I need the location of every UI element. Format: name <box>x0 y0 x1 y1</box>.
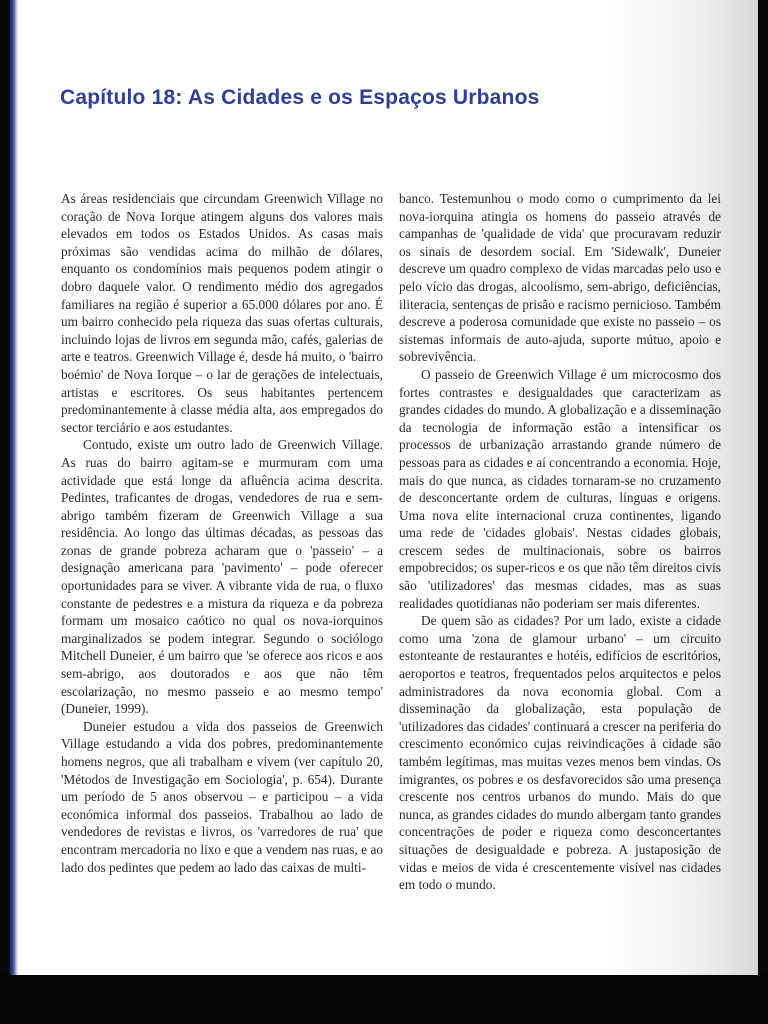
paragraph: O passeio de Greenwich Village é um microcosmo dos fortes contrastes e desigualdades que caracterizam as grandes cidades do mundo. A globalização e a disseminação da tecnologia de informação estão a intensificar os processos de urbanização arrastando grande número de pessoas para as cidades e aí concentrando a economia. Hoje, mais do que nunca, as cidades tornaram-se no cruzamento de desconcertante ordem de culturas, línguas e origens. Uma nova elite internacional cruza continentes, ligando uma rede de 'cidades globais'. Nestas cidades globais, crescem sedes de multinacionais, sobre os bairros empobrecidos; os super-ricos e os que não têm direitos civis são 'utilizadores' das mesmas cidades, mas as suas realidades quotidianas não poderiam ser mais diferentes. <box>399 366 721 611</box>
paragraph: De quem são as cidades? Por um lado, existe a cidade como uma 'zona de glamour urbano' – um circuito estonteante de restaurantes e hotéis, edifícios de escritórios, aeroportos e teatros, frequentados pelos arquitectos e pelos administradores da nova economia global. Com a disseminação da globalização, esta população de 'utilizadores das cidades' continuará a crescer na periferia do crescimento económico cujas reivindicações à cidade são também legítimas, mas muitas vezes menos bem vindas. Os imigrantes, os pobres e os desfavorecidos são uma presença crescente nos centros urbanos do mundo. Mais do que nunca, as grandes cidades do mundo albergam tanto grandes concentrações de poder e riqueza como desconcertantes situações de desigualdade e pobreza. A justaposição de vidas e meios de vida é crescentemente visível nas cidades em todo o mundo. <box>399 613 721 893</box>
scan-bottom-shadow <box>0 975 768 1024</box>
paragraph: As áreas residenciais que circundam Greenwich Village no coração de Nova Iorque atingem alguns dos valores mais elevados em todos os Estados Unidos. As casas mais próximas são vendidas acima do milhão de dólares, enquanto os condomínios mais pequenos podem atingir o dobro daquele valor. O rendimento médio dos agregados familiares na região é superior a 65.000 dólares por ano. É um bairro conhecido pela riqueza das suas ofertas culturais, incluindo lojas de livros em segunda mão, cafés, galerias de arte e teatros. Greenwich Village é, desde há muito, o 'bairro boémio' de Nova Iorque – o lar de gerações de intelectuais, artistas e escritores. Os seus habitantes pertencem predominantemente à classe média alta, aos empregados do sector terciário e aos estudantes. <box>61 191 383 435</box>
right-text-column <box>399 190 721 894</box>
paragraph: Contudo, existe um outro lado de Greenwich Village. As ruas do bairro agitam-se e murmuram com uma actividade que está longe da afluência acima descrita. Pedintes, traficantes de drogas, vendedores de rua e sem-abrigo também fizeram de Greenwich Village a sua residência. Ao longo das últimas décadas, as pessoas das zonas de grande pobreza acharam que o 'passeio' – a designação americana para 'pavimento' – pode oferecer oportunidades para se viver. A vibrante vida de rua, o fluxo constante de pedestres e a mistura da riqueza e da pobreza formam um mosaico caótico no qual os nova-iorquinos marginalizados se podem integrar. Segundo o sociólogo Mitchell Duneier, é um bairro que 'se oferece aos ricos e aos sem-abrigo, aos doutorados e aos que não têm escolarização, no mesmo passeio e ao mesmo tempo' (Duneier, 1999). <box>61 437 383 717</box>
left-text-column <box>61 190 383 876</box>
book-page <box>10 0 758 975</box>
paragraph: Duneier estudou a vida dos passeios de Greenwich Village estudando a vida dos pobres, predominantemente homens negros, que ali trabalham e vivem (ver capítulo 20, 'Métodos de Investigação em Sociologia', p. 654). Durante um período de 5 anos observou – e participou – a vida económica informal dos passeios. Trabalhou ao lado de vendedores de revistas e livros, os 'varredores de rua' que encontram mercadoria no lixo e que a vendem nas ruas, e ao lado dos pedintes que pedem ao lado das caixas de multi- <box>61 718 383 875</box>
paragraph: banco. Testemunhou o modo como o cumprimento da lei nova-iorquina atingia os homens do passeio através de campanhas de 'qualidade de vida' que procuravam reduzir os sinais de desordem social. Em 'Sidewalk', Duneier descreve um quadro complexo de vidas marcadas pelo uso e pelo vício das drogas, alcoolismo, sem-abrigo, deficiências, iliteracia, sentenças de prisão e racismo pernicioso. Também descreve a poderosa comunidade que existe no passeio – os sistemas informais de auto-ajuda, suporte mútuo, apoio e sobrevivência. <box>399 191 721 365</box>
page-binding-edge <box>10 0 18 975</box>
chapter-title: Capítulo 18: As Cidades e os Espaços Urbanos <box>60 86 540 109</box>
